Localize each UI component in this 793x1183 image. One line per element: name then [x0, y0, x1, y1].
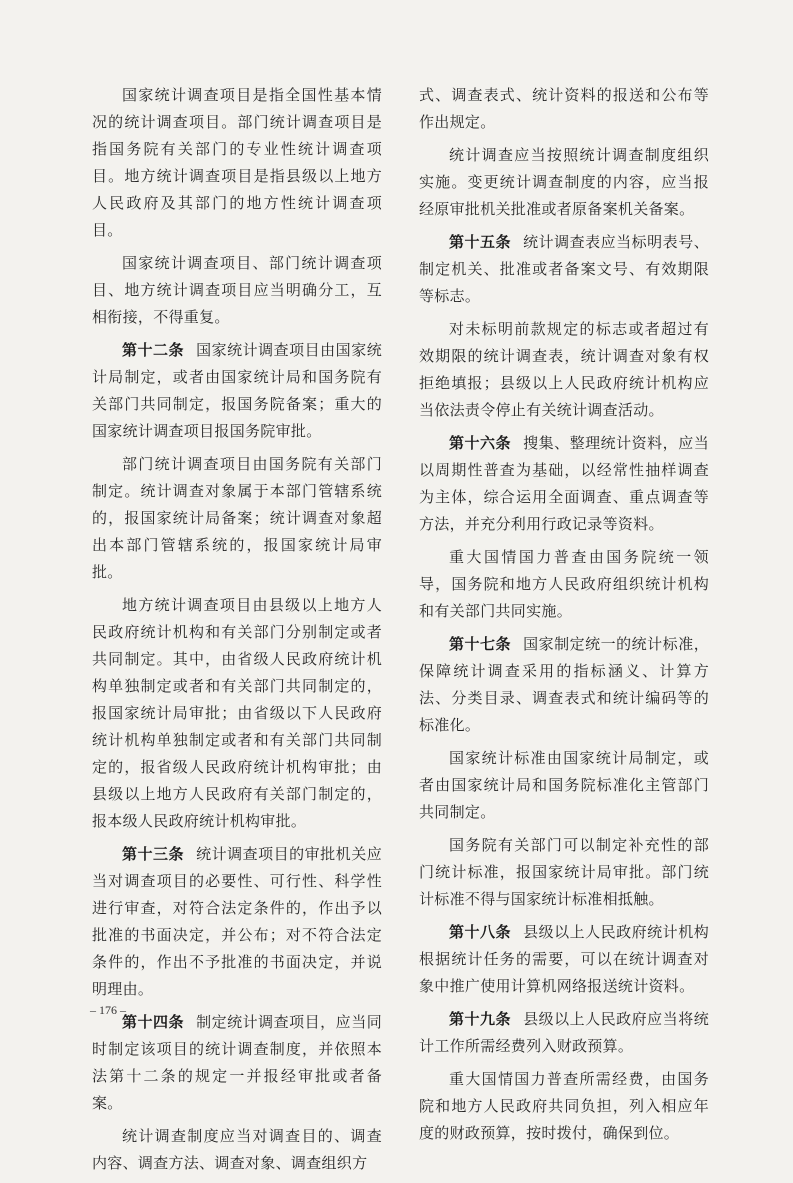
- paragraph: [92, 451, 382, 586]
- article-paragraph: [92, 1009, 382, 1117]
- paragraph: [419, 1066, 709, 1147]
- paragraph-text: 县级以上人民政府应当将统计工作所需经费列入财政预算。: [419, 1010, 710, 1055]
- article-paragraph: [419, 1006, 709, 1060]
- paragraph-text: 重大国情国力普查由国务院统一领导，国务院和地方人民政府组织统计机构和有关部门共同实施。: [419, 548, 709, 620]
- left-column: [92, 82, 382, 1183]
- article-number: 第十七条: [449, 635, 512, 653]
- paragraph-text: 对未标明前款规定的标志或者超过有效期限的统计调查表，统计调查对象有权拒绝填报；县级以上人民政府统计机构应当依法责令停止有关统计调查活动。: [419, 320, 709, 419]
- paragraph-text: 国家统计标准由国家统计局制定，或者由国家统计局和国务院标准化主管部门共同制定。: [419, 749, 709, 821]
- paragraph-text: 部门统计调查项目由国务院有关部门制定。统计调查对象属于本部门管辖系统的，报国家统计局备案；统计调查对象超出本部门管辖系统的，报国家统计局审批。: [92, 455, 382, 581]
- article-number: 第十三条: [122, 845, 185, 863]
- paragraph-text: 重大国情国力普查所需经费，由国务院和地方人民政府共同负担，列入相应年度的财政预算，按时拨付，确保到位。: [419, 1070, 709, 1142]
- paragraph-text: 国家统计调查项目、部门统计调查项目、地方统计调查项目应当明确分工，互相衔接，不得重复。: [92, 254, 382, 326]
- paragraph-text: 县级以上人民政府统计机构根据统计任务的需要，可以在统计调查对象中推广使用计算机网络报送统计资料。: [419, 923, 710, 995]
- paragraph-text: 统计调查项目的审批机关应当对调查项目的必要性、可行性、科学性进行审查，对符合法定条件的，作出予以批准的书面决定，并公布；对不符合法定条件的，作出不予批准的书面决定，并说明理由。: [92, 845, 383, 998]
- paragraph-text: 统计调查表应当标明表号、制定机关、批准或者备案文号、有效期限等标志。: [419, 233, 710, 305]
- paragraph-text: 地方统计调查项目由县级以上地方人民政府统计机构和有关部门分别制定或者共同制定。其中，由省级人民政府统计机构单独制定或者和有关部门共同制定的，报国家统计局审批；由省级以下人民政府统计机构单独制定或者和有关部门共同制定的，报省级人民政府统计机构审批；由县级以上地方人民政府有关部门制定的，报本级人民政府统计机构审批。: [92, 596, 382, 830]
- paragraph: [92, 592, 382, 835]
- article-number: 第十九条: [449, 1010, 512, 1028]
- paragraph-text: 搜集、整理统计资料，应当以周期性普查为基础，以经常性抽样调查为主体，综合运用全面调查、重点调查等方法，并充分利用行政记录等资料。: [419, 434, 710, 533]
- paragraph-text: 国家统计调查项目是指全国性基本情况的统计调查项目。部门统计调查项目是指国务院有关部门的专业性统计调查项目。地方统计调查项目是指县级以上地方人民政府及其部门的地方性统计调查项目。: [92, 86, 382, 239]
- paragraph: [419, 142, 709, 223]
- paragraph: [92, 250, 382, 331]
- right-column: [419, 82, 709, 1153]
- paragraph-text: 制定统计调查项目，应当同时制定该项目的统计调查制度，并依照本法第十二条的规定一并报经审批或者备案。: [92, 1013, 383, 1112]
- paragraph: [419, 82, 709, 136]
- article-number: 第十五条: [449, 233, 512, 251]
- article-paragraph: [419, 631, 709, 739]
- paragraph: [92, 1123, 382, 1177]
- paragraph-text: 国家制定统一的统计标准，保障统计调查采用的指标涵义、计算方法、分类目录、调查表式和统计编码等的标准化。: [419, 635, 710, 734]
- article-paragraph: [419, 430, 709, 538]
- paragraph-text: 国务院有关部门可以制定补充性的部门统计标准，报国家统计局审批。部门统计标准不得与国家统计标准相抵触。: [419, 836, 709, 908]
- article-number: 第十四条: [122, 1013, 185, 1031]
- article-paragraph: [92, 337, 382, 445]
- article-paragraph: [92, 841, 382, 1003]
- paragraph-text: 国家统计调查项目由国家统计局制定，或者由国家统计局和国务院有关部门共同制定，报国务院备案；重大的国家统计调查项目报国务院审批。: [92, 341, 383, 440]
- paragraph: [419, 745, 709, 826]
- page-number: – 176 –: [90, 1003, 126, 1017]
- article-paragraph: [419, 229, 709, 310]
- paragraph-text: 统计调查应当按照统计调查制度组织实施。变更统计调查制度的内容，应当报经原审批机关批准或者原备案机关备案。: [419, 146, 709, 218]
- paragraph: [419, 544, 709, 625]
- article-number: 第十二条: [122, 341, 185, 359]
- article-number: 第十八条: [449, 923, 512, 941]
- paragraph: [92, 82, 382, 244]
- paragraph: [419, 316, 709, 424]
- paragraph-text: 统计调查制度应当对调查目的、调查内容、调查方法、调查对象、调查组织方: [92, 1127, 382, 1172]
- paragraph: [419, 832, 709, 913]
- article-number: 第十六条: [449, 434, 512, 452]
- paragraph-text: 式、调查表式、统计资料的报送和公布等作出规定。: [419, 86, 709, 131]
- article-paragraph: [419, 919, 709, 1000]
